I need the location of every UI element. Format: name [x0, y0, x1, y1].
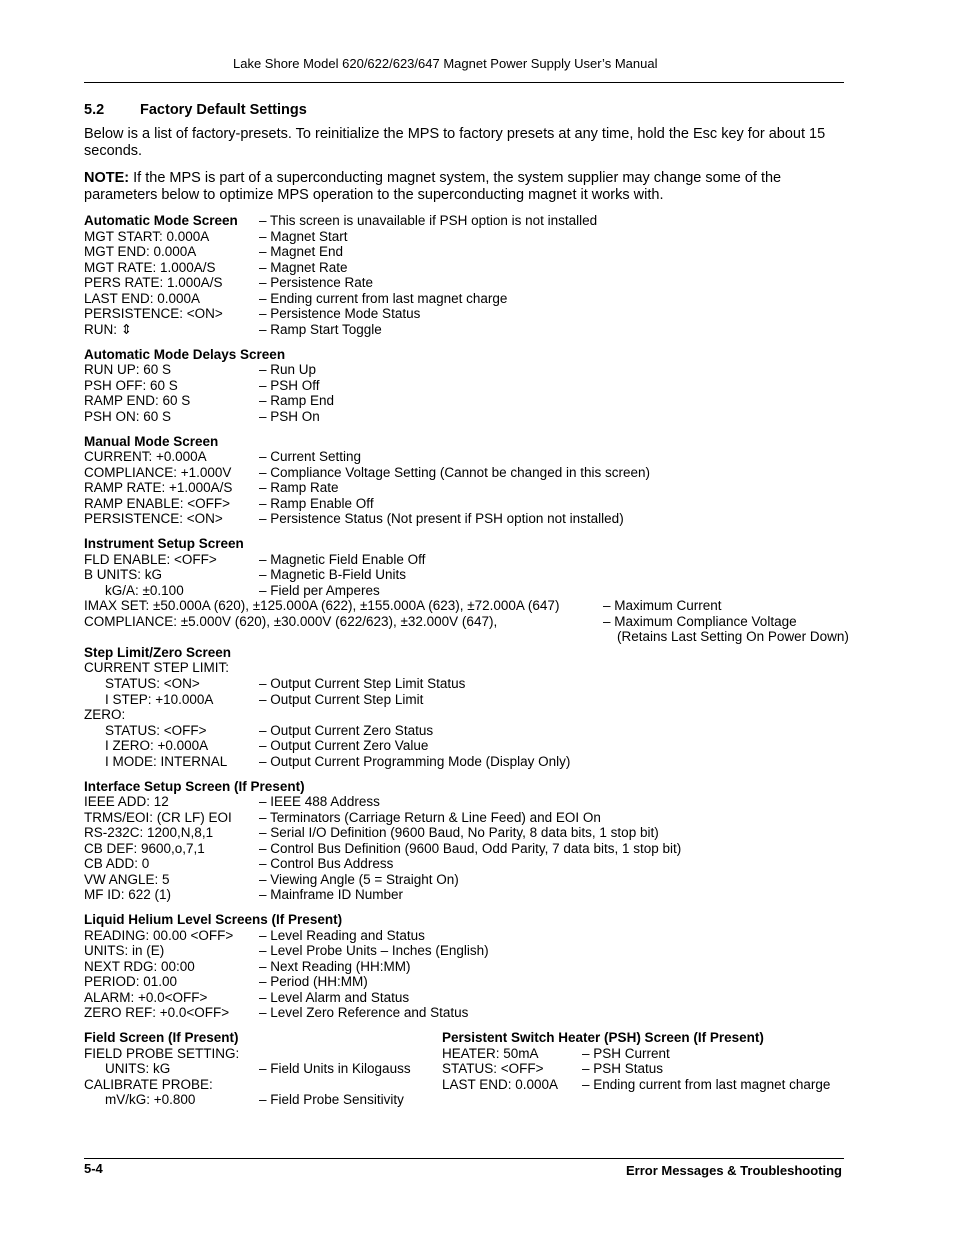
setting-description: – Output Current Zero Status — [259, 723, 434, 738]
setting-description: – Magnet Start — [259, 229, 348, 244]
imax-setting: IMAX SET: ±50.000A (620), ±125.000A (622), ±155.000A (623), ±72.000A (647) — [84, 598, 560, 613]
setting-description: – Control Bus Address — [259, 856, 394, 871]
setting-label: RAMP ENABLE: <OFF> — [84, 496, 231, 511]
setting-description: – Ending current from last magnet charge — [582, 1077, 831, 1092]
setting-description: – Terminators (Carriage Return & Line Feed) and EOI On — [259, 810, 601, 825]
note-paragraph — [84, 170, 844, 204]
setting-description: – Level Probe Units – Inches (English) — [259, 943, 489, 958]
automatic-mode-title: Automatic Mode Screen — [84, 213, 238, 228]
liquid-helium-title: Liquid Helium Level Screens (If Present) — [84, 912, 343, 927]
setting-label: UNITS: in (E) — [84, 943, 165, 958]
setting-label: B UNITS: kG — [84, 567, 163, 582]
intro-paragraph: Below is a list of factory-presets. To reinitialize the MPS to factory presets at any time, hold the Esc key for about 15 seconds. — [84, 126, 826, 159]
setting-label: STATUS: <OFF> — [442, 1061, 544, 1076]
setting-label: PERSISTENCE: <ON> — [84, 511, 223, 526]
setting-label: PSH OFF: 60 S — [84, 378, 178, 393]
setting-label: PERS RATE: 1.000A/S — [84, 275, 223, 290]
setting-description: – Magnetic Field Enable Off — [259, 552, 426, 567]
setting-description: – PSH Status — [582, 1061, 664, 1076]
setting-label: I MODE: INTERNAL — [105, 754, 228, 769]
field-screen-title: Field Screen (If Present) — [84, 1030, 239, 1045]
setting-label: TRMS/EOI: (CR LF) EOI — [84, 810, 232, 825]
setting-description: – Field Units in Kilogauss — [259, 1061, 411, 1076]
chapter-title: Error Messages & Troubleshooting — [626, 1163, 842, 1178]
setting-description: – Ramp Rate — [259, 480, 339, 495]
note-label: NOTE: — [84, 170, 130, 186]
setting-description: – Level Zero Reference and Status — [259, 1005, 469, 1020]
setting-label: LAST END: 0.000A — [84, 291, 201, 306]
setting-label: CURRENT: +0.000A — [84, 449, 207, 464]
setting-label: MF ID: 622 (1) — [84, 887, 172, 902]
setting-description: – Run Up — [259, 362, 317, 377]
step-limit-group-label: CURRENT STEP LIMIT: — [84, 660, 230, 675]
setting-description: – Output Current Programming Mode (Display Only) — [259, 754, 571, 769]
setting-description: – Magnet Rate — [259, 260, 348, 275]
setting-label: STATUS: <ON> — [105, 676, 200, 691]
step-limit-title: Step Limit/Zero Screen — [84, 645, 232, 660]
header-rule — [84, 82, 844, 83]
setting-label: MGT START: 0.000A — [84, 229, 210, 244]
instrument-setup-title: Instrument Setup Screen — [84, 536, 244, 551]
setting-label: FLD ENABLE: <OFF> — [84, 552, 217, 567]
automatic-mode-note: – This screen is unavailable if PSH option is not installed — [259, 213, 598, 228]
setting-description: – PSH Off — [259, 378, 320, 393]
setting-description: – Ending current from last magnet charge — [259, 291, 508, 306]
setting-description: – Output Current Step Limit Status — [259, 676, 466, 691]
setting-description: – Magnetic B-Field Units — [259, 567, 407, 582]
section-title: Factory Default Settings — [140, 102, 307, 118]
setting-description: – Persistence Rate — [259, 275, 374, 290]
compliance-setting: COMPLIANCE: ±5.000V (620), ±30.000V (622/623), ±32.000V (647), — [84, 614, 498, 629]
setting-description: – Persistence Status (Not present if PSH option not installed) — [259, 511, 624, 526]
setting-label: STATUS: <OFF> — [105, 723, 207, 738]
footer-rule — [84, 1158, 844, 1159]
setting-label: CB DEF: 9600,o,7,1 — [84, 841, 205, 856]
setting-description: – Control Bus Definition (9600 Baud, Odd Parity, 7 data bits, 1 stop bit) — [259, 841, 682, 856]
setting-label: RUN: ⇕ — [84, 322, 133, 337]
note-text: If the MPS is part of a superconducting magnet system, the system supplier may change some of the parameters below to optimize MPS operation to the superconducting magnet it works with. — [84, 170, 782, 203]
setting-label: LAST END: 0.000A — [442, 1077, 559, 1092]
manual-mode-title: Manual Mode Screen — [84, 434, 219, 449]
setting-label: COMPLIANCE: +1.000V — [84, 465, 232, 480]
setting-label: RS-232C: 1200,N,8,1 — [84, 825, 214, 840]
setting-label: RAMP END: 60 S — [84, 393, 191, 408]
calibrate-probe-label: CALIBRATE PROBE: — [84, 1077, 213, 1092]
running-header: Lake Shore Model 620/622/623/647 Magnet Power Supply User’s Manual — [233, 56, 658, 71]
setting-label: I ZERO: +0.000A — [105, 738, 209, 753]
psh-screen-title: Persistent Switch Heater (PSH) Screen (If Present) — [442, 1030, 764, 1045]
setting-description: – Viewing Angle (5 = Straight On) — [259, 872, 459, 887]
setting-label: IEEE ADD: 12 — [84, 794, 169, 809]
setting-description: – Serial I/O Definition (9600 Baud, No Parity, 8 data bits, 1 stop bit) — [259, 825, 659, 840]
setting-label: ALARM: +0.0<OFF> — [84, 990, 208, 1005]
setting-label: UNITS: kG — [105, 1061, 171, 1076]
setting-description: – Persistence Mode Status — [259, 306, 421, 321]
setting-label: PERIOD: 01.00 — [84, 974, 178, 989]
page-number: 5-4 — [84, 1161, 103, 1176]
setting-description: – Output Current Step Limit — [259, 692, 424, 707]
setting-description: – Level Reading and Status — [259, 928, 425, 943]
setting-description: – Ramp End — [259, 393, 335, 408]
setting-label: RAMP RATE: +1.000A/S — [84, 480, 233, 495]
setting-label: READING: 00.00 <OFF> — [84, 928, 234, 943]
compliance-description-note: (Retains Last Setting On Power Down) — [617, 629, 849, 644]
setting-description: – Period (HH:MM) — [259, 974, 368, 989]
setting-description: – IEEE 488 Address — [259, 794, 380, 809]
setting-description: – Field per Amperes — [259, 583, 380, 598]
zero-group-label: ZERO: — [84, 707, 126, 722]
interface-setup-title: Interface Setup Screen (If Present) — [84, 779, 305, 794]
setting-label: CB ADD: 0 — [84, 856, 150, 871]
setting-description: – Field Probe Sensitivity — [259, 1092, 404, 1107]
setting-label: MGT RATE: 1.000A/S — [84, 260, 216, 275]
setting-description: – Ramp Enable Off — [259, 496, 374, 511]
setting-description: – PSH Current — [582, 1046, 670, 1061]
field-probe-setting-label: FIELD PROBE SETTING: — [84, 1046, 240, 1061]
setting-label: NEXT RDG: 00:00 — [84, 959, 195, 974]
setting-description: – Next Reading (HH:MM) — [259, 959, 411, 974]
setting-description: – Level Alarm and Status — [259, 990, 410, 1005]
setting-label: HEATER: 50mA — [442, 1046, 539, 1061]
setting-label: PERSISTENCE: <ON> — [84, 306, 223, 321]
setting-description: – Output Current Zero Value — [259, 738, 429, 753]
setting-description: – Compliance Voltage Setting (Cannot be changed in this screen) — [259, 465, 650, 480]
setting-label: MGT END: 0.000A — [84, 244, 197, 259]
setting-description: – PSH On — [259, 409, 320, 424]
section-number: 5.2 — [84, 102, 105, 118]
setting-label: mV/kG: +0.800 — [105, 1092, 196, 1107]
setting-description: – Mainframe ID Number — [259, 887, 404, 902]
automatic-delays-title: Automatic Mode Delays Screen — [84, 347, 286, 362]
imax-description: – Maximum Current — [603, 598, 722, 613]
setting-label: kG/A: ±0.100 — [105, 583, 184, 598]
setting-description: – Ramp Start Toggle — [259, 322, 382, 337]
setting-label: ZERO REF: +0.0<OFF> — [84, 1005, 230, 1020]
setting-label: VW ANGLE: 5 — [84, 872, 170, 887]
setting-label: I STEP: +10.000A — [105, 692, 214, 707]
setting-description: – Current Setting — [259, 449, 362, 464]
setting-label: PSH ON: 60 S — [84, 409, 172, 424]
setting-description: – Magnet End — [259, 244, 344, 259]
compliance-description: – Maximum Compliance Voltage — [603, 614, 797, 629]
setting-label: RUN UP: 60 S — [84, 362, 172, 377]
